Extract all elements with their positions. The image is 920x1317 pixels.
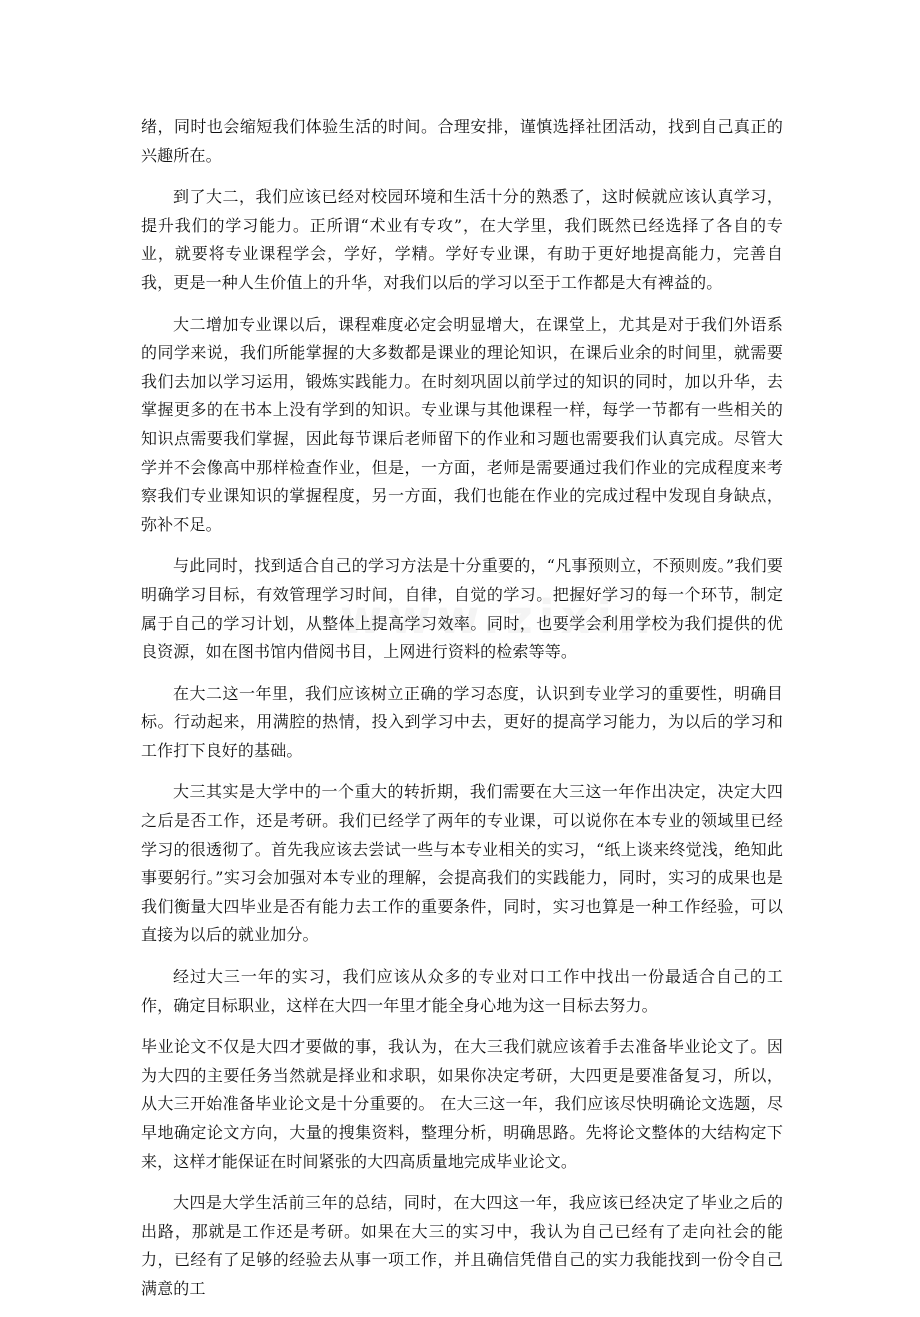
paragraph-continuation: 绪，同时也会缩短我们体验生活的时间。合理安排，谨慎选择社团活动，找到自己真正的兴趣所在。 bbox=[141, 117, 783, 165]
paragraph-sophomore-summary: 在大二这一年里，我们应该树立正确的学习态度，认识到专业学习的重要性，明确目标。行动起来，用满腔的热情，投入到学习中去，更好的提高学习能力，为以后的学习和工作打下良好的基础。 bbox=[141, 683, 783, 760]
paragraph-study-methods: 与此同时，找到适合自己的学习方法是十分重要的，“凡事预则立，不预则废。”我们要明确学习目标，有效管理学习时间，自律，自觉的学习。把握好学习的每一个环节，制定属于自己的学习计划，从整体上提高学习效率。同时，也要学会利用学校为我们提供的优良资源，如在图书馆内借阅书目，上网进行资料的检索等等。 bbox=[141, 556, 783, 662]
document-body bbox=[141, 113, 783, 1317]
paragraph-junior-year: 大三其实是大学中的一个重大的转折期，我们需要在大三这一年作出决定，决定大四之后是否工作，还是考研。我们已经学了两年的专业课，可以说你在本专业的领域里已经学习的很透彻了。首先我应该去尝试一些与本专业相关的实习，“纸上谈来终觉浅，绝知此事要躬行。”实习会加强对本专业的理解，会提高我们的实践能力，同时，实习的成果也是我们衡量大四毕业是否有能力去工作的重要条件，同时，实习也算是一种工作经验，可以直接为以后的就业加分。 bbox=[141, 782, 783, 945]
paragraph-senior-year: 大四是大学生活前三年的总结，同时，在大四这一年，我应该已经决定了毕业之后的出路，那就是工作还是考研。如果在大三的实习中，我认为自己已经有了走向社会的能力，已经有了足够的经验去从事一项工作，并且确信凭借自己的实力我能找到一份令自己满意的工 bbox=[141, 1193, 783, 1298]
paragraph-sophomore-courses: 大二增加专业课以后，课程难度必定会明显增大，在课堂上，尤其是对于我们外语系的同学来说，我们所能掌握的大多数都是课业的理论知识，在课后业余的时间里，就需要我们去加以学习运用，锻炼实践能力。在时刻巩固以前学过的知识的同时，加以升华，去掌握更多的在书本上没有学到的知识。专业课与其他课程一样，每学一节都有一些相关的知识点需要我们掌握，因此每节课后老师留下的作业和习题也需要我们认真完成。尽管大学并不会像高中那样检查作业，但是，一方面，老师是需要通过我们作业的完成程度来考察我们专业课知识的掌握程度，另一方面，我们也能在作业的完成过程中发现自身缺点，弥补不足。 bbox=[141, 314, 783, 534]
paragraph-thesis: 毕业论文不仅是大四才要做的事，我认为，在大三我们就应该着手去准备毕业论文了。因为大四的主要任务当然就是择业和求职，如果你决定考研，大四更是要准备复习，所以，从大三开始准备毕业论文是十分重要的。 在大三这一年，我们应该尽快明确论文选题，尽早地确定论文方向，大量的搜集资料，整理分析，明确思路。先将论文整体的大结构定下来，这样才能保证在时间紧张的大四高质量地完成毕业论文。 bbox=[141, 1037, 783, 1171]
paragraph-sophomore-intro: 到了大二，我们应该已经对校园环境和生活十分的熟悉了，这时候就应该认真学习，提升我们的学习能力。正所谓“术业有专攻”，在大学里，我们既然已经选择了各自的专业，就要将专业课程学会，学好，学精。学好专业课，有助于更好地提高能力，完善自我，更是一种人生价值上的升华，对我们以后的学习以至于工作都是大有裨益的。 bbox=[141, 187, 783, 292]
paragraph-junior-internship: 经过大三一年的实习，我们应该从众多的专业对口工作中找出一份最适合自己的工作，确定目标职业，这样在大四一年里才能全身心地为这一目标去努力。 bbox=[141, 967, 783, 1015]
